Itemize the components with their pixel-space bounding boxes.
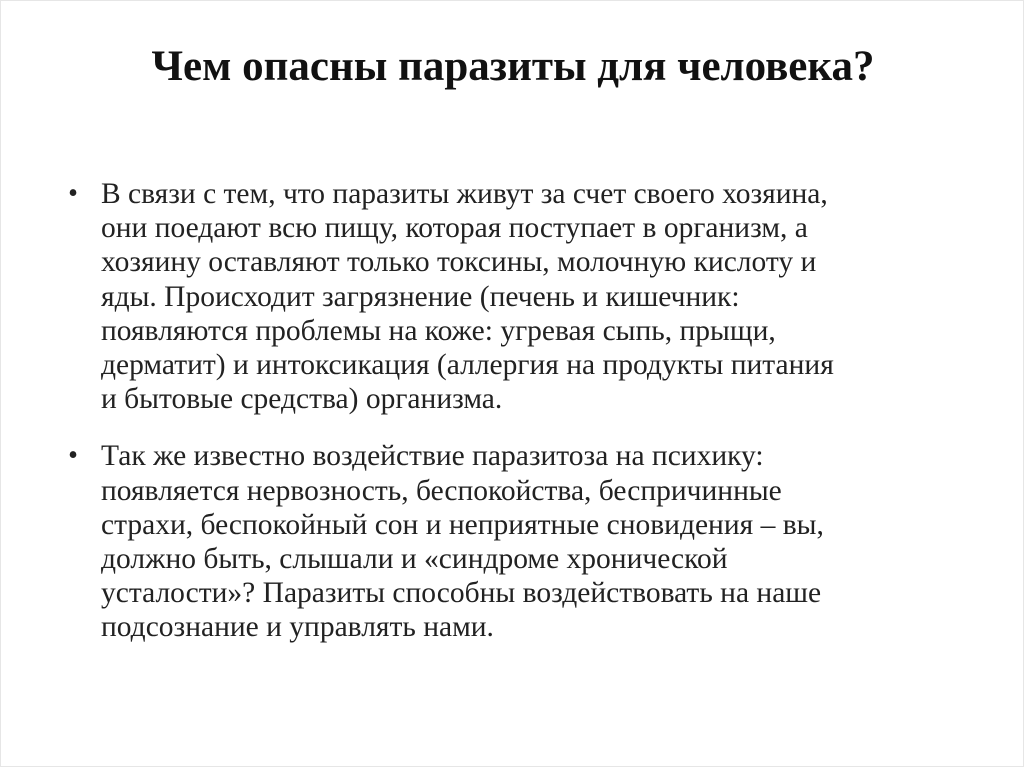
text-line: появляются проблемы на коже: угревая сыпь, прыщи,	[101, 314, 776, 347]
bullet-item-2	[61, 439, 961, 644]
bullet-item-1	[61, 177, 961, 416]
bullet-list	[61, 177, 961, 668]
text-line: усталости»? Паразиты способны воздействовать на наше	[101, 577, 822, 610]
text-line: дерматит) и интоксикация (аллергия на продукты питания	[101, 349, 834, 382]
text-line: и бытовые средства) организма.	[101, 383, 503, 416]
text-line: Так же известно воздействие паразитоза на психику:	[101, 440, 764, 473]
text-line: появляется нервозность, беспокойства, беспричинные	[101, 474, 782, 507]
text-line: страхи, беспокойный сон и неприятные сновидения – вы,	[101, 508, 824, 541]
text-line: хозяину оставляют только токсины, молочную кислоту и	[101, 246, 817, 279]
bullet-dot-icon: •	[68, 178, 78, 209]
text-line: яды. Происходит загрязнение (печень и кишечник:	[101, 280, 740, 313]
text-line: они поедают всю пищу, которая поступает в организм, а	[101, 212, 808, 245]
text-line: подсознание и управлять нами.	[101, 611, 494, 644]
text-line: должно быть, слышали и «синдроме хронической	[101, 543, 728, 576]
bullet-dot-icon: •	[68, 440, 78, 472]
slide-title: Чем опасны паразиты для человека?	[151, 43, 875, 90]
bullet-text	[101, 439, 961, 644]
text-line: В связи с тем, что паразиты живут за счет своего хозяина,	[101, 178, 828, 210]
bullet-text	[101, 177, 961, 416]
